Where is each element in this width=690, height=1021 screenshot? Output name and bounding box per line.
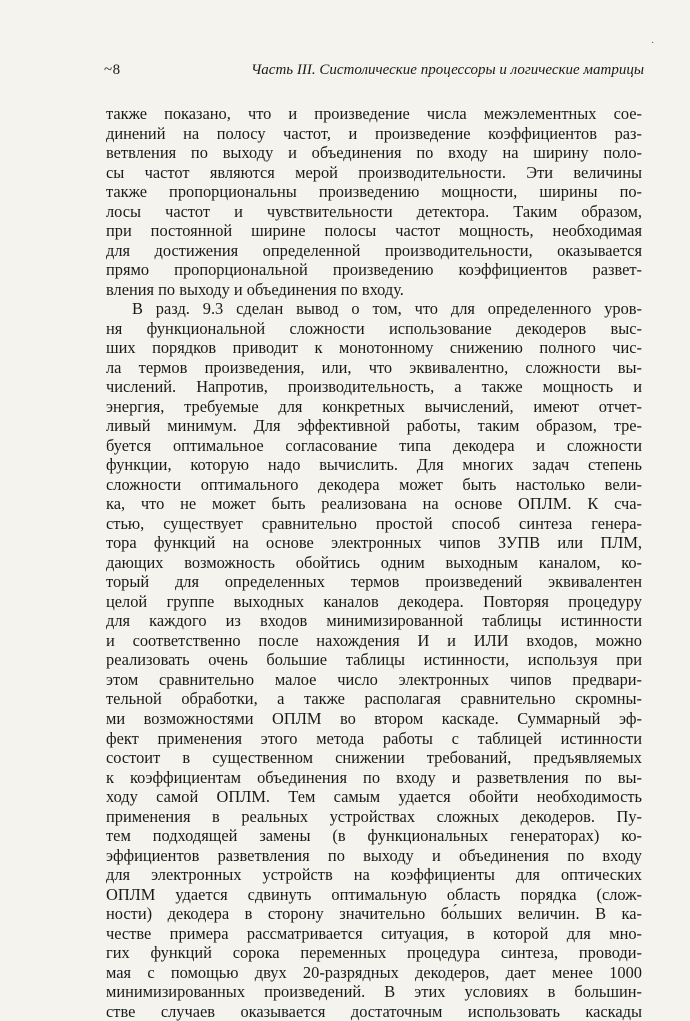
- text-line: мая с помощью двух 20-разрядных декодеров, дает менее 1000: [106, 962, 642, 982]
- text-line: также показано, что и произведение числа межэлементных сое-: [106, 104, 642, 123]
- text-line: ка, что не может быть реализована на основе ОПЛМ. К сча-: [106, 494, 642, 514]
- running-title: Часть III. Систолические процессоры и логические матрицы: [250, 62, 644, 78]
- text-line: ОПЛМ удается сдвинуть оптимальную область порядка (слож-: [106, 884, 642, 904]
- text-line: функции, которую надо вычислить. Для многих задач степень: [106, 455, 642, 475]
- text-line: буется оптимальное согласование типа декодера и сложности: [106, 435, 642, 455]
- text-line: торый для определенных термов произведений эквивалентен: [106, 572, 642, 592]
- text-line: ливый минимум. Для эффективной работы, таким образом, тре-: [106, 416, 642, 436]
- text-line: при постоянной ширине полосы частот мощность, необходимая: [106, 221, 642, 241]
- text-line: сложности оптимального декодера может быть настолько вели-: [106, 474, 642, 494]
- text-line: тельной обработки, а также располагая сравнительно скромны-: [106, 689, 642, 709]
- text-line: динений на полосу частот, и произведение коэффициентов раз-: [106, 123, 642, 143]
- text-line: эффициентов разветвления по выходу и объединения по входу: [106, 845, 642, 865]
- text-line: дающих возможность обойтись одним выходным каналом, ко-: [106, 552, 642, 572]
- text-line: к коэффициентам объединения по входу и разветвления по вы-: [106, 767, 642, 787]
- text-line: сы частот являются мерой производительности. Эти величины: [106, 162, 642, 182]
- text-line: ла термов произведения, или, что эквивалентно, сложности вы-: [106, 357, 642, 377]
- text-line: также пропорциональны произведению мощности, ширины по-: [106, 182, 642, 202]
- running-header: [104, 62, 644, 84]
- text-line: целой группе выходных каналов декодера. Повторяя процедуру: [106, 591, 642, 611]
- text-line: прямо пропорциональной произведению коэффициентов развет-: [106, 260, 642, 280]
- text-line: ности) декодера в сторону значительно бо́льших величин. В ка-: [106, 904, 642, 924]
- text-line: В разд. 9.3 сделан вывод о том, что для определенного уров-: [132, 299, 642, 319]
- text-line: стве случаев оказывается достаточным использовать каскады: [106, 1001, 642, 1021]
- paragraph: [106, 299, 642, 1021]
- text-line: вления по выходу и объединения по входу.: [106, 279, 404, 299]
- page-number: ~8: [104, 62, 121, 78]
- text-line: ветвления по выходу и объединения по входу на ширину поло-: [106, 143, 642, 163]
- text-line: этом сравнительно малое число электронных чипов предвари-: [106, 669, 642, 689]
- text-line: числений. Напротив, производительность, а также мощность и: [106, 377, 642, 397]
- text-line: тем подходящей замены (в функциональных генераторах) ко-: [106, 826, 642, 846]
- text-line: лосы частот и чувствительности детектора. Таким образом,: [106, 201, 642, 221]
- body-text: [106, 104, 642, 1021]
- text-line: для достижения определенной производительности, оказывается: [106, 240, 642, 260]
- corner-mark: ·: [651, 38, 655, 49]
- text-line: гих функций сорока переменных процедура синтеза, проводи-: [106, 943, 642, 963]
- text-line: ших порядков приводит к монотонному снижению полного чис-: [106, 338, 642, 358]
- paragraph: [106, 104, 642, 299]
- text-line: тора функций на основе электронных чипов ЗУПВ или ПЛМ,: [106, 533, 642, 553]
- text-line: для каждого из входов минимизированной таблицы истинности: [106, 611, 642, 631]
- text-line: применения в реальных устройствах сложных декодеров. Пу-: [106, 806, 642, 826]
- text-line: ня функциональной сложности использование декодеров выс-: [106, 318, 642, 338]
- text-line: фект применения этого метода работы с таблицей истинности: [106, 728, 642, 748]
- text-line: для электронных устройств на коэффициенты для оптических: [106, 865, 642, 885]
- text-line: минимизированных произведений. В этих условиях в большин-: [106, 982, 642, 1002]
- text-line: ми возможностями ОПЛМ во втором каскаде. Суммарный эф-: [106, 708, 642, 728]
- text-line: ходу самой ОПЛМ. Тем самым удается обойти необходимость: [106, 787, 642, 807]
- text-line: энергия, требуемые для конкретных вычислений, имеют отчет-: [106, 396, 642, 416]
- text-line: и соответственно после нахождения И и ИЛИ входов, можно: [106, 630, 642, 650]
- text-line: честве примера рассматривается ситуация, в которой для мно-: [106, 923, 642, 943]
- text-line: состоит в существенном снижении требований, предъявляемых: [106, 748, 642, 768]
- text-line: стью, существует сравнительно простой способ синтеза генера-: [106, 513, 642, 533]
- text-line: реализовать очень большие таблицы истинности, используя при: [106, 650, 642, 670]
